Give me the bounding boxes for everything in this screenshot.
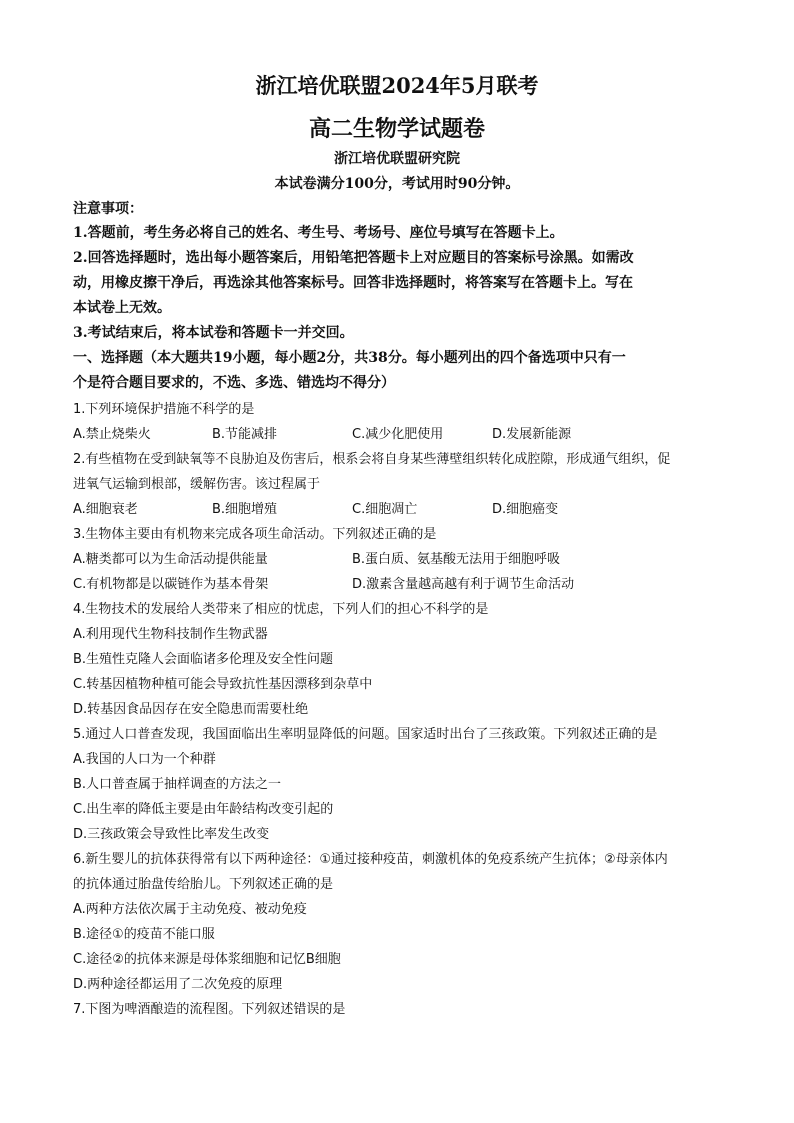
- question-4-option-d: D.转基因食品因存在安全隐患而需要杜绝: [73, 702, 309, 717]
- question-3-option-d: D.激素含量越高越有利于调节生命活动: [352, 577, 575, 592]
- question-2-stem-line-2: 进氧气运输到根部，缓解伤害。该过程属于: [73, 477, 321, 492]
- question-5-option-b: B.人口普查属于抽样调查的方法之一: [73, 777, 282, 792]
- exam-subtitle: 高二生物学试题卷: [308, 116, 485, 142]
- question-2-stem-line-1: 2.有些植物在受到缺氧等不良胁迫及伤害后，根系会将自身某些薄壁组织转化成腔隙，形成通气组织，促: [73, 452, 671, 467]
- question-5-option-d: D.三孩政策会导致性比率发生改变: [73, 827, 270, 842]
- question-6-stem-line-2: 的抗体通过胎盘传给胎儿。下列叙述正确的是: [73, 877, 334, 892]
- question-3-stem: 3.生物体主要由有机物来完成各项生命活动。下列叙述正确的是: [73, 527, 437, 542]
- question-4-option-c: C.转基因植物种植可能会导致抗性基因漂移到杂草中: [73, 677, 373, 692]
- question-4-option-a: A.利用现代生物科技制作生物武器: [73, 627, 268, 642]
- question-7-stem: 7.下图为啤酒酿造的流程图。下列叙述错误的是: [73, 1002, 346, 1017]
- question-2-option-c: C.细胞凋亡: [352, 502, 418, 517]
- question-4-stem: 4.生物技术的发展给人类带来了相应的忧虑，下列人们的担心不科学的是: [73, 602, 489, 617]
- section-heading-line-2: 个是符合题目要求的，不选、多选、错选均不得分）: [73, 375, 395, 391]
- exam-title: 浙江培优联盟2024年5月联考: [255, 73, 539, 98]
- question-1-option-b: B.节能减排: [212, 427, 278, 442]
- note-2-line-2: 动，用橡皮擦干净后，再选涂其他答案标号。回答非选择题时，将答案写在答题卡上。写在: [73, 275, 633, 291]
- question-5-option-a: A.我国的人口为一个种群: [73, 752, 216, 767]
- question-2-option-a: A.细胞衰老: [73, 502, 138, 517]
- question-1-stem: 1.下列环境保护措施不科学的是: [73, 402, 255, 417]
- question-1-option-c: C.减少化肥使用: [352, 427, 444, 442]
- question-3-option-c: C.有机物都是以碳链作为基本骨架: [73, 577, 269, 592]
- question-6-option-b: B.途径①的疫苗不能口服: [73, 927, 215, 942]
- question-5-stem: 5.通过人口普查发现，我国面临出生率明显降低的问题。国家适时出台了三孩政策。下列叙述正确的是: [73, 727, 658, 742]
- note-2-line-3: 本试卷上无效。: [73, 300, 171, 316]
- notes-heading: 注意事项：: [73, 201, 143, 217]
- question-2-option-d: D.细胞癌变: [492, 502, 559, 517]
- exam-info: 本试卷满分100分，考试用时90分钟。: [274, 176, 520, 192]
- question-6-stem-line-1: 6.新生婴儿的抗体获得常有以下两种途径：①通过接种疫苗，刺激机体的免疫系统产生抗体；②母亲体内: [73, 852, 668, 867]
- question-5-option-c: C.出生率的降低主要是由年龄结构改变引起的: [73, 802, 334, 817]
- question-4-option-b: B.生殖性克隆人会面临诸多伦理及安全性问题: [73, 652, 334, 667]
- question-2-option-b: B.细胞增殖: [212, 502, 278, 517]
- question-3-option-b: B.蛋白质、氨基酸无法用于细胞呼吸: [352, 552, 561, 567]
- note-1: 1.答题前，考生务必将自己的姓名、考生号、考场号、座位号填写在答题卡上。: [73, 225, 564, 241]
- section-heading-line-1: 一、选择题（本大题共19小题，每小题2分，共38分。每小题列出的四个备选项中只有一: [73, 350, 626, 366]
- question-1-option-d: D.发展新能源: [492, 427, 572, 442]
- question-6-option-a: A.两种方法依次属于主动免疫、被动免疫: [73, 902, 307, 917]
- question-1-option-a: A.禁止烧柴火: [73, 427, 151, 442]
- question-6-option-c: C.途径②的抗体来源是母体浆细胞和记忆B细胞: [73, 952, 341, 967]
- question-3-option-a: A.糖类都可以为生命活动提供能量: [73, 552, 268, 567]
- question-6-option-d: D.两种途径都运用了二次免疫的原理: [73, 977, 283, 992]
- note-3: 3.考试结束后，将本试卷和答题卡一并交回。: [73, 325, 354, 341]
- exam-organization: 浙江培优联盟研究院: [334, 151, 460, 167]
- note-2-line-1: 2.回答选择题时，选出每小题答案后，用铅笔把答题卡上对应题目的答案标号涂黑。如需改: [73, 250, 634, 266]
